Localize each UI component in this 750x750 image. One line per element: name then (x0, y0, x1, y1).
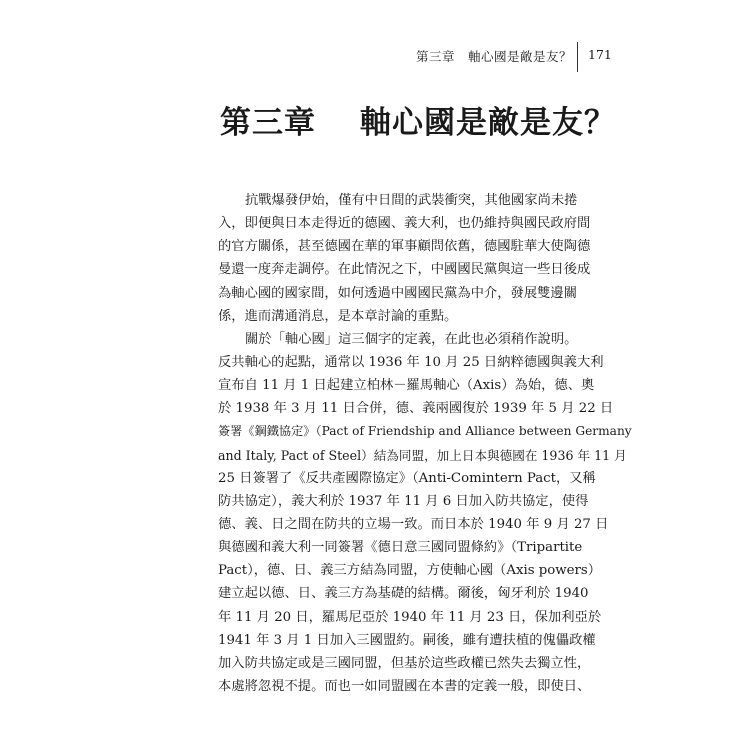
text-line: 關於「軸心國」這三個字的定義，在此也必須稍作說明。 (245, 331, 578, 347)
body-text (218, 189, 632, 698)
page-number: 171 (588, 47, 612, 62)
header-divider (577, 42, 578, 72)
text-line: 係，進而溝通消息，是本章討論的重點。 (218, 308, 458, 324)
text-line: 曼還一度奔走調停。在此情況之下，中國國民黨與這一些日後成 (218, 262, 591, 278)
text-line: 年 11 月 20 日，羅馬尼亞於 1940 年 11 月 23 日，保加利亞於 (218, 609, 602, 625)
chapter-label: 第三章 (220, 105, 316, 141)
running-title: 第三章 軸心國是敵是友？ (415, 49, 572, 64)
text-line: 的官方關係，甚至德國在華的軍事顧問依舊，德國駐華大使陶德 (218, 239, 591, 255)
text-line: 與德國和義大利一同簽署《德日意三國同盟條約》（Tripartite (218, 540, 583, 556)
paragraph-2 (218, 328, 632, 698)
text-line: 抗戰爆發伊始，僅有中日間的武裝衝突，其他國家尚未捲 (245, 193, 578, 208)
running-header (0, 46, 750, 68)
text-line: and Italy, Pact of Steel）結為同盟，加上日本與德國在 1936 年 11 月 (218, 447, 627, 463)
text-line: 為軸心國的國家間，如何透過中國國民黨為中介，發展雙邊關 (218, 285, 578, 301)
chapter-title (220, 103, 616, 143)
text-line: Pact），德、日、義三方結為同盟，方使軸心國（Axis powers） (218, 563, 602, 579)
text-line: 1941 年 3 月 1 日加入三國盟約。嗣後，雖有遭扶植的傀儡政權 (218, 632, 596, 648)
text-line: 加入防共協定或是三國同盟，但基於這些政權已然失去獨立性， (218, 655, 591, 671)
text-line: 本處將忽視不提。而也一如同盟國在本書的定義一般，即使日、 (218, 678, 591, 694)
text-line: 防共協定），義大利於 1937 年 11 月 6 日加入防共協定，使得 (218, 493, 589, 509)
text-line: 反共軸心的起點，通常以 1936 年 10 月 25 日納粹德國與義大利 (218, 354, 604, 370)
paragraph-1 (218, 189, 591, 328)
chapter-name: 軸心國是敵是友？ (360, 105, 616, 141)
text-line: 德、義、日之間在防共的立場一致。而日本於 1940 年 9 月 27 日 (218, 516, 609, 532)
text-line: 25 日簽署了《反共產國際協定》（Anti-Comintern Pact，又稱 (218, 470, 596, 486)
text-line: 宣布自 11 月 1 日起建立柏林－羅馬軸心（Axis）為始，德、奧 (218, 378, 595, 394)
text-line: 入，即便與日本走得近的德國、義大利，也仍維持與國民政府間 (218, 216, 591, 232)
text-line: 於 1938 年 3 月 11 日合併，德、義兩國復於 1939 年 5 月 22 日 (218, 401, 614, 417)
text-line: 建立起以德、日、義三方為基礎的結構。爾後，匈牙利於 1940 (218, 586, 589, 602)
text-line: 簽署《鋼鐵協定》（Pact of Friendship and Alliance between Germany (218, 424, 632, 439)
